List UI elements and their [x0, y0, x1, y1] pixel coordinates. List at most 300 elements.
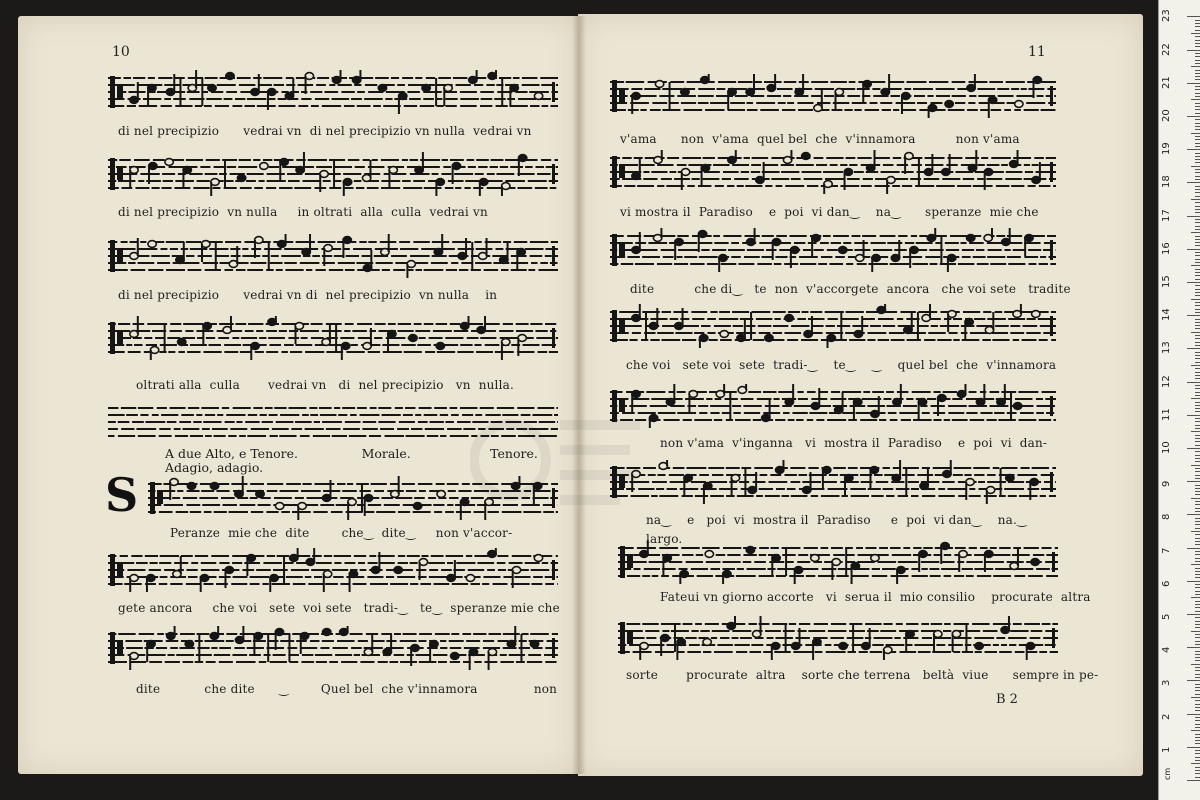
ruler-tick	[1195, 451, 1200, 452]
ruler-tick	[1195, 169, 1200, 170]
ruler-tick	[1195, 222, 1200, 223]
ruler-tick	[1191, 631, 1200, 632]
ruler-tick	[1195, 677, 1200, 678]
ruler-tick	[1195, 352, 1200, 353]
ruler-tick	[1195, 670, 1200, 671]
lyric-line-left-3: di nel precipizio vedrai vn di nel precipizio vn nulla in	[118, 288, 498, 302]
ruler-tick	[1195, 139, 1200, 140]
ruler-tick	[1187, 382, 1200, 383]
ruler-tick	[1187, 680, 1200, 681]
ruler-tick	[1195, 375, 1200, 376]
music-system-right	[610, 74, 1056, 118]
ruler-tick	[1191, 398, 1200, 399]
ruler-tick	[1195, 551, 1200, 552]
ruler-tick	[1195, 657, 1200, 658]
ruler-tick	[1195, 475, 1200, 476]
ruler-tick	[1195, 322, 1200, 323]
ruler-tick	[1195, 574, 1200, 575]
lyric-line-right-3: dite che di‿ te non v'accorgete ancora che voi sete tradite	[630, 282, 1071, 296]
music-system-right	[610, 228, 1056, 272]
ruler-tick	[1195, 438, 1200, 439]
ruler-tick	[1195, 342, 1200, 343]
ruler-tick	[1195, 96, 1200, 97]
ruler-tick	[1195, 504, 1200, 505]
music-system-left	[108, 152, 558, 196]
ruler-tick	[1195, 46, 1200, 47]
ruler-tick	[1191, 99, 1200, 100]
ruler-tick	[1195, 554, 1200, 555]
tempo-heading: Adagio, adagio.	[165, 460, 264, 475]
ruler-tick	[1195, 328, 1200, 329]
signature-mark: B 2	[996, 692, 1018, 707]
ruler-tick	[1195, 372, 1200, 373]
right-page-number: 11	[1028, 44, 1046, 60]
music-system-left	[108, 626, 558, 670]
ruler-tick	[1191, 332, 1200, 333]
ruler-tick	[1195, 521, 1200, 522]
music-system-right	[610, 304, 1056, 348]
ruler-tick	[1195, 388, 1200, 389]
ruler-tick	[1195, 734, 1200, 735]
ruler-tick	[1195, 485, 1200, 486]
ruler-tick	[1195, 777, 1200, 778]
ruler-tick	[1195, 172, 1200, 173]
ruler-tick	[1195, 674, 1200, 675]
section-heading: A due Alto, e Tenore. Morale. Tenore.	[165, 446, 538, 461]
staff-notation-graphic	[108, 70, 558, 114]
staff-notation-graphic	[610, 150, 1056, 194]
ruler-tick	[1195, 272, 1200, 273]
ruler-tick	[1187, 747, 1200, 748]
ruler-tick	[1195, 773, 1200, 774]
ruler-tick	[1195, 305, 1200, 306]
ruler-tick	[1195, 109, 1200, 110]
lyric-line-right-4: che voi sete voi sete tradi-‿ te‿ ‿ quel bel che v'innamora	[626, 358, 1057, 372]
music-system-right	[618, 616, 1058, 660]
music-system-left	[148, 476, 558, 520]
empty-staff-left	[108, 400, 558, 444]
ruler-tick	[1195, 534, 1200, 535]
ruler-number: 1	[1161, 746, 1172, 753]
ruler-tick	[1195, 156, 1200, 157]
ruler-tick	[1195, 601, 1200, 602]
drop-cap-letter: S	[105, 468, 139, 522]
lyric-line-left-4: oltrati alla culla vedrai vn di nel precipizio vn nulla.	[136, 378, 514, 392]
ruler-tick	[1195, 103, 1200, 104]
ruler-number: 10	[1161, 441, 1172, 454]
lyric-line-left-1: di nel precipizio vedrai vn di nel precipizio vn nulla vedrai vn	[118, 124, 532, 138]
ruler-tick	[1195, 441, 1200, 442]
ruler-tick	[1195, 627, 1200, 628]
ruler-tick	[1195, 176, 1200, 177]
ruler-tick	[1195, 743, 1200, 744]
staff-notation-graphic	[618, 540, 1058, 584]
lyric-line-right-6: na‿ e poi vi mostra il Paradiso e poi vi dan‿ na.‿	[646, 513, 1027, 527]
ruler-tick	[1191, 265, 1200, 266]
ruler-tick	[1195, 255, 1200, 256]
ruler-tick	[1195, 577, 1200, 578]
lyric-line-right-8: sorte procurate altra sorte che terrena beltà viue sempre in pe-	[626, 668, 1099, 682]
ruler-tick	[1195, 508, 1200, 509]
ruler-tick	[1195, 385, 1200, 386]
ruler-tick	[1195, 624, 1200, 625]
ruler-tick	[1191, 531, 1200, 532]
ruler-tick	[1195, 309, 1200, 310]
ruler-tick	[1195, 584, 1200, 585]
ruler-tick	[1195, 53, 1200, 54]
lyric-line-left-2: di nel precipizio vn nulla in oltrati alla culla vedrai vn	[118, 205, 488, 219]
ruler-tick	[1195, 753, 1200, 754]
staff-notation-graphic	[610, 460, 1056, 504]
ruler-tick	[1195, 395, 1200, 396]
ruler-tick	[1195, 654, 1200, 655]
ruler-tick	[1195, 212, 1200, 213]
tempo-mark: largo.	[646, 532, 683, 546]
ruler-number: 21	[1161, 76, 1172, 89]
ruler-tick	[1195, 245, 1200, 246]
ruler-tick	[1191, 199, 1200, 200]
ruler-tick	[1187, 216, 1200, 217]
ruler-tick	[1187, 647, 1200, 648]
lyric-line-right-2: vi mostra il Paradiso e poi vi dan‿ na‿ speranze mie che	[620, 205, 1039, 219]
ruler-tick	[1195, 338, 1200, 339]
ruler-tick	[1191, 564, 1200, 565]
ruler-tick	[1195, 770, 1200, 771]
ruler-number: 20	[1161, 109, 1172, 122]
ruler-tick	[1195, 558, 1200, 559]
ruler-tick	[1195, 491, 1200, 492]
ruler-tick	[1195, 143, 1200, 144]
ruler-tick	[1191, 232, 1200, 233]
ruler-tick	[1195, 445, 1200, 446]
ruler-tick	[1187, 481, 1200, 482]
ruler-tick	[1195, 36, 1200, 37]
ruler-tick	[1195, 660, 1200, 661]
ruler-tick	[1195, 126, 1200, 127]
ruler-tick	[1187, 315, 1200, 316]
ruler-number: 12	[1161, 374, 1172, 388]
ruler-tick	[1195, 136, 1200, 137]
ruler-tick	[1187, 714, 1200, 715]
ruler-tick	[1187, 116, 1200, 117]
ruler-tick	[1195, 368, 1200, 369]
ruler-tick	[1191, 66, 1200, 67]
ruler-tick	[1195, 478, 1200, 479]
ruler-tick	[1195, 355, 1200, 356]
ruler-tick	[1195, 538, 1200, 539]
ruler-number: 22	[1161, 42, 1172, 56]
ruler-tick	[1195, 236, 1200, 237]
ruler-tick	[1195, 192, 1200, 193]
ruler-number: 4	[1161, 646, 1172, 654]
ruler-number: 6	[1161, 580, 1172, 587]
ruler-tick	[1195, 219, 1200, 220]
ruler-tick	[1195, 43, 1200, 44]
lyric-line-left-5: Peranze mie che dite che‿ dite‿ non v'accor-	[170, 526, 513, 540]
ruler-tick	[1195, 123, 1200, 124]
ruler-tick	[1187, 182, 1200, 183]
music-system-right	[610, 384, 1056, 428]
ruler-tick	[1195, 292, 1200, 293]
ruler-tick	[1187, 548, 1200, 549]
ruler-number: 13	[1161, 341, 1172, 355]
ruler-tick	[1191, 465, 1200, 466]
ruler-tick	[1195, 571, 1200, 572]
staff-notation-graphic	[618, 616, 1058, 660]
ruler-tick	[1195, 425, 1200, 426]
ruler-tick	[1191, 365, 1200, 366]
staff-notation-graphic	[610, 228, 1056, 272]
staff-notation-graphic	[108, 400, 558, 444]
ruler-tick	[1195, 421, 1200, 422]
music-system-right	[618, 540, 1058, 584]
ruler-tick	[1191, 597, 1200, 598]
ruler-tick	[1195, 63, 1200, 64]
lyric-line-left-7: dite che dite ‿ Quel bel che v'innamora non	[136, 682, 558, 696]
ruler-tick	[1195, 358, 1200, 359]
ruler-tick	[1195, 226, 1200, 227]
ruler-tick	[1195, 637, 1200, 638]
ruler-tick	[1195, 594, 1200, 595]
ruler-tick	[1191, 730, 1200, 731]
ruler-tick	[1195, 30, 1200, 31]
ruler-tick	[1187, 50, 1200, 51]
ruler-tick	[1195, 760, 1200, 761]
ruler-tick	[1187, 16, 1200, 17]
ruler-tick	[1195, 242, 1200, 243]
ruler-tick	[1195, 345, 1200, 346]
ruler-tick	[1195, 518, 1200, 519]
ruler-tick	[1195, 455, 1200, 456]
lyric-line-right-1: v'ama non v'ama quel bel che v'innamora non v'ama	[620, 132, 1020, 146]
ruler-tick	[1195, 667, 1200, 668]
ruler-tick	[1195, 229, 1200, 230]
ruler-tick	[1195, 378, 1200, 379]
ruler-tick	[1195, 750, 1200, 751]
ruler-unit-label: cm	[1163, 767, 1172, 780]
ruler-tick	[1187, 348, 1200, 349]
ruler-tick	[1195, 757, 1200, 758]
ruler-tick	[1195, 153, 1200, 154]
ruler-tick	[1195, 568, 1200, 569]
ruler-tick	[1195, 86, 1200, 87]
ruler-tick	[1195, 269, 1200, 270]
ruler-tick	[1195, 607, 1200, 608]
ruler-tick	[1195, 259, 1200, 260]
left-page-number: 10	[112, 44, 130, 60]
ruler-tick	[1195, 23, 1200, 24]
ruler-tick	[1195, 295, 1200, 296]
staff-notation-graphic	[108, 548, 558, 592]
ruler-tick	[1195, 494, 1200, 495]
ruler-tick	[1195, 239, 1200, 240]
ruler-tick	[1195, 106, 1200, 107]
staff-notation-graphic	[610, 304, 1056, 348]
ruler-tick	[1195, 418, 1200, 419]
ruler-tick	[1191, 498, 1200, 499]
ruler-tick	[1195, 26, 1200, 27]
ruler-tick	[1195, 319, 1200, 320]
ruler-number: 17	[1161, 208, 1172, 222]
ruler-tick	[1195, 707, 1200, 708]
ruler-tick	[1195, 704, 1200, 705]
ruler-tick	[1195, 79, 1200, 80]
ruler-tick	[1195, 740, 1200, 741]
ruler-tick	[1195, 279, 1200, 280]
ruler-number: 16	[1161, 242, 1172, 255]
ruler-tick	[1195, 644, 1200, 645]
ruler-tick	[1195, 392, 1200, 393]
ruler-tick	[1191, 133, 1200, 134]
ruler-tick	[1187, 249, 1200, 250]
music-system-right	[610, 150, 1056, 194]
ruler-number: 3	[1161, 680, 1172, 687]
ruler-tick	[1195, 93, 1200, 94]
ruler-tick	[1191, 33, 1200, 34]
music-system-left	[108, 234, 558, 278]
ruler-tick	[1195, 428, 1200, 429]
ruler-number: 14	[1161, 308, 1172, 322]
ruler-number: 8	[1161, 514, 1172, 521]
ruler-tick	[1191, 299, 1200, 300]
ruler-tick	[1195, 435, 1200, 436]
ruler-tick	[1195, 694, 1200, 695]
ruler-tick	[1195, 737, 1200, 738]
ruler-number: 11	[1161, 408, 1172, 421]
ruler-tick	[1195, 159, 1200, 160]
ruler-tick	[1187, 83, 1200, 84]
ruler-tick	[1195, 179, 1200, 180]
music-system-right	[610, 460, 1056, 504]
ruler-tick	[1195, 56, 1200, 57]
measurement-ruler	[1158, 0, 1200, 800]
ruler-tick	[1195, 402, 1200, 403]
ruler-tick	[1195, 196, 1200, 197]
ruler-tick	[1195, 408, 1200, 409]
staff-notation-graphic	[108, 316, 558, 360]
ruler-tick	[1191, 697, 1200, 698]
ruler-tick	[1195, 471, 1200, 472]
ruler-tick	[1195, 684, 1200, 685]
ruler-tick	[1195, 206, 1200, 207]
ruler-tick	[1195, 113, 1200, 114]
ruler-tick	[1195, 76, 1200, 77]
staff-notation-graphic	[610, 74, 1056, 118]
ruler-tick	[1195, 611, 1200, 612]
ruler-tick	[1195, 89, 1200, 90]
ruler-tick	[1191, 166, 1200, 167]
ruler-tick	[1195, 720, 1200, 721]
ruler-tick	[1195, 524, 1200, 525]
ruler-tick	[1195, 641, 1200, 642]
ruler-number: 2	[1161, 713, 1172, 720]
lyric-line-right-7: Fateui vn giorno accorte vi serua il mio consilio procurate altra	[660, 590, 1091, 604]
ruler-tick	[1195, 146, 1200, 147]
ruler-tick	[1195, 717, 1200, 718]
ruler-tick	[1195, 687, 1200, 688]
ruler-tick	[1187, 448, 1200, 449]
ruler-tick	[1195, 461, 1200, 462]
ruler-tick	[1195, 468, 1200, 469]
ruler-number: 15	[1161, 275, 1172, 288]
ruler-tick	[1195, 20, 1200, 21]
staff-notation-graphic	[108, 626, 558, 670]
music-system-left	[108, 548, 558, 592]
ruler-tick	[1195, 262, 1200, 263]
ruler-tick	[1195, 252, 1200, 253]
ruler-tick	[1195, 325, 1200, 326]
ruler-tick	[1195, 488, 1200, 489]
ruler-tick	[1195, 73, 1200, 74]
ruler-tick	[1195, 202, 1200, 203]
staff-notation-graphic	[148, 476, 558, 520]
lyric-line-left-6: gete ancora che voi sete voi sete tradi-‿ te‿ speranze mie che	[118, 601, 560, 615]
ruler-tick	[1195, 129, 1200, 130]
ruler-number: 18	[1161, 175, 1172, 189]
staff-notation-graphic	[108, 152, 558, 196]
book-gutter	[572, 16, 586, 774]
ruler-tick	[1195, 544, 1200, 545]
ruler-tick	[1195, 40, 1200, 41]
staff-notation-graphic	[108, 234, 558, 278]
ruler-tick	[1191, 664, 1200, 665]
ruler-tick	[1195, 209, 1200, 210]
ruler-tick	[1195, 528, 1200, 529]
ruler-tick	[1195, 690, 1200, 691]
ruler-tick	[1187, 282, 1200, 283]
ruler-number: 19	[1161, 142, 1172, 156]
ruler-tick	[1195, 60, 1200, 61]
ruler-tick	[1195, 119, 1200, 120]
ruler-tick	[1195, 275, 1200, 276]
ruler-tick	[1195, 604, 1200, 605]
ruler-tick	[1195, 501, 1200, 502]
ruler-tick	[1195, 767, 1200, 768]
ruler-tick	[1195, 312, 1200, 313]
ruler-tick	[1195, 411, 1200, 412]
ruler-number: 5	[1161, 613, 1172, 620]
ruler-tick	[1195, 617, 1200, 618]
ruler-tick	[1195, 186, 1200, 187]
ruler-tick	[1195, 285, 1200, 286]
ruler-tick	[1195, 189, 1200, 190]
ruler-tick	[1195, 634, 1200, 635]
ruler-tick	[1195, 591, 1200, 592]
ruler-tick	[1195, 362, 1200, 363]
ruler-tick	[1195, 511, 1200, 512]
music-system-left	[108, 316, 558, 360]
ruler-number: 23	[1161, 9, 1172, 23]
ruler-tick	[1195, 70, 1200, 71]
ruler-tick	[1195, 405, 1200, 406]
ruler-number: 7	[1161, 547, 1172, 554]
ruler-tick	[1187, 780, 1200, 781]
ruler-tick	[1195, 724, 1200, 725]
ruler-tick	[1195, 541, 1200, 542]
ruler-tick	[1191, 431, 1200, 432]
ruler-tick	[1195, 587, 1200, 588]
ruler-tick	[1187, 514, 1200, 515]
ruler-tick	[1195, 162, 1200, 163]
ruler-tick	[1187, 614, 1200, 615]
ruler-tick	[1187, 581, 1200, 582]
ruler-tick	[1195, 710, 1200, 711]
ruler-tick	[1195, 302, 1200, 303]
ruler-tick	[1195, 621, 1200, 622]
lyric-line-right-5: non v'ama v'inganna vi mostra il Paradiso e poi vi dan-	[660, 436, 1048, 450]
ruler-tick	[1187, 149, 1200, 150]
music-system-left	[108, 70, 558, 114]
